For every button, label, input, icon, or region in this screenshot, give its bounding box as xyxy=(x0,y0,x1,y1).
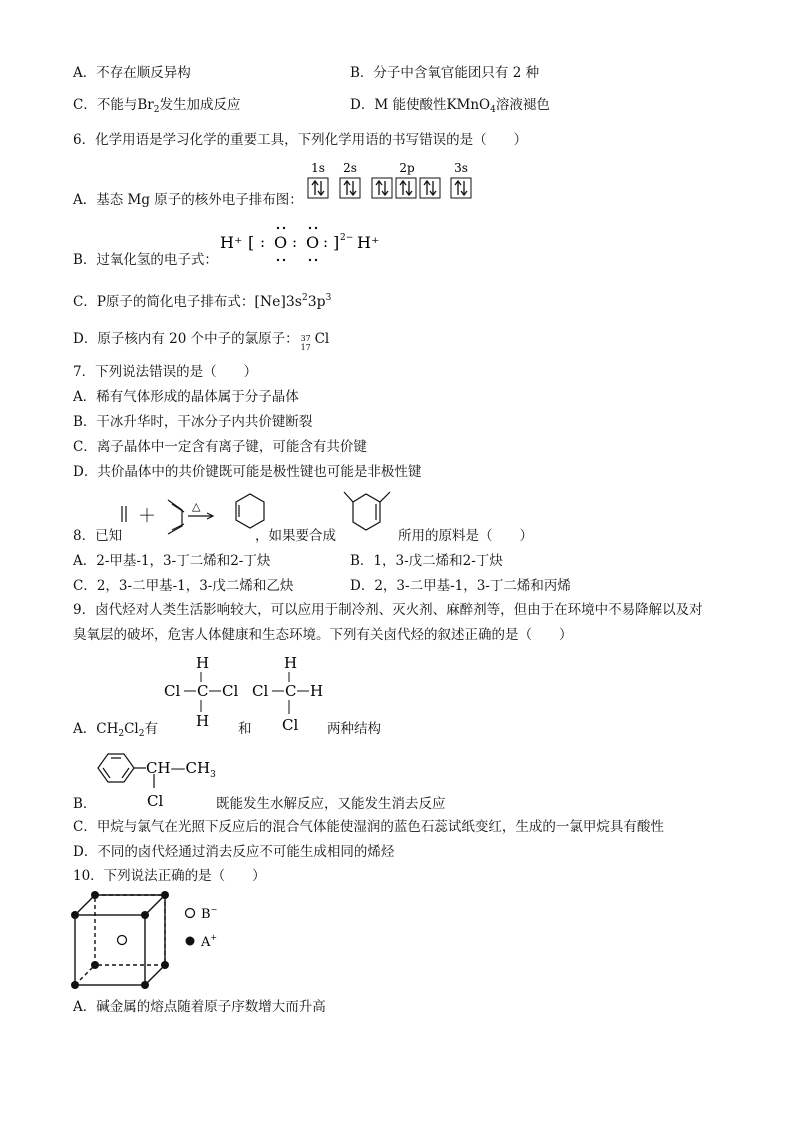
q7-option-b: B．干冰升华时，干冰分子内共价键断裂 xyxy=(73,414,313,430)
q9-option-a-text: A．CH xyxy=(73,721,119,737)
peroxide-electron-formula xyxy=(220,220,400,266)
q5-option-d-text: D．M 能使酸性KMnO xyxy=(350,97,491,113)
q8-option-c: C．2，3-二甲基-1，3-戊二烯和乙炔 xyxy=(73,578,294,594)
p-config-3s: 3s xyxy=(285,294,302,310)
q9-option-b-label: B． xyxy=(73,796,97,812)
q6-option-c-text: C．P原子的简化电子排布式： xyxy=(73,294,255,310)
struct1-h-bottom: H xyxy=(196,712,210,730)
q5-option-d xyxy=(350,96,550,119)
anion-center xyxy=(118,936,127,945)
charge-label: 2− xyxy=(340,233,354,243)
q6-option-d xyxy=(73,330,330,352)
p-config-3s-sup: 2 xyxy=(301,293,308,303)
p-config xyxy=(254,294,331,310)
butadiene-double-2 xyxy=(172,524,184,530)
product-methyl-2 xyxy=(380,492,390,502)
electron-arrows xyxy=(312,181,467,195)
q9-option-a-cl: Cl xyxy=(124,721,139,737)
q9-option-a-end: 两种结构 xyxy=(327,721,381,737)
q8-option-a: A．2-甲基-1，3-丁二烯和2-丁炔 xyxy=(73,553,271,569)
legend-anion-marker xyxy=(186,909,195,918)
orbital-label-2p: 2p xyxy=(399,161,415,175)
struct2-h-top: H xyxy=(284,654,298,672)
q8-stem-b: ，如果要合成 xyxy=(255,528,336,544)
q6-option-d-text: D．原子核内有 20 个中子的氯原子： xyxy=(73,331,299,347)
q7-stem: 7．下列说法错误的是（ ） xyxy=(73,364,258,380)
p-config-3p-sup: 3 xyxy=(325,293,332,303)
q10-option-a: A．碱金属的熔点随着原子序数增大而升高 xyxy=(73,999,326,1015)
plus-sign: ＋ xyxy=(138,506,156,527)
p-config-3p: 3p xyxy=(307,294,326,310)
oxygen-1: O xyxy=(274,233,288,252)
q9-option-a-sub1: 2 xyxy=(118,729,125,739)
q9-stem-line2: 臭氧层的破坏，危害人体健康和生态环境。下列有关卤代烃的叙述正确的是（ ） xyxy=(73,627,573,643)
colon-left: : xyxy=(260,233,266,251)
p-config-core: [Ne] xyxy=(254,294,286,310)
heat-symbol: △ xyxy=(192,500,201,513)
h-plus-left: H⁺ xyxy=(220,233,243,252)
q5-option-d-text2: 溶液褪色 xyxy=(495,97,550,113)
isotope-notation xyxy=(299,331,315,352)
q8-stem-a: 8．已知 xyxy=(73,528,123,544)
q9-option-d: D．不同的卤代烃通过消去反应不可能生成相同的烯烃 xyxy=(73,844,395,860)
isotope-mass: 37 xyxy=(300,333,311,343)
q5-option-c-sub: 2 xyxy=(153,105,160,115)
colon-right: : xyxy=(323,233,329,251)
struct1-cl-left: Cl xyxy=(164,682,181,700)
struct1-cl-right: Cl xyxy=(222,682,239,700)
q6-stem: 6．化学用语是学习化学的重要工具，下列化学用语的书写错误的是（ ） xyxy=(73,132,528,148)
product-methyl-1 xyxy=(344,492,353,502)
isotope-symbol: Cl xyxy=(314,331,330,347)
orbital-label-1s: 1s xyxy=(311,161,325,175)
struct1-c: C xyxy=(197,682,209,700)
crystal-cell-diagram xyxy=(70,890,230,990)
q7-option-c: C．离子晶体中一定含有离子键，可能含有共价键 xyxy=(73,439,367,455)
orbital-label-3s: 3s xyxy=(454,161,468,175)
oxygen-2: O xyxy=(306,233,320,252)
bracket-close: ] xyxy=(333,233,340,252)
q9-option-b-text: 既能发生水解反应，又能发生消去反应 xyxy=(216,796,446,812)
struct1-h-top: H xyxy=(196,654,210,672)
orbital-label-2s: 2s xyxy=(343,161,357,175)
q7-option-d: D．共价晶体中的共价键既可能是极性键也可能是非极性键 xyxy=(73,464,422,480)
orbital-diagram xyxy=(300,158,480,204)
q9-option-a-and: 和 xyxy=(238,721,252,737)
q6-option-b: B．过氧化氢的电子式： xyxy=(73,252,218,268)
orbital-boxes xyxy=(308,178,471,198)
q10-stem: 10．下列说法正确的是（ ） xyxy=(73,868,266,884)
q7-option-a: A．稀有气体形成的晶体属于分子晶体 xyxy=(73,389,299,405)
q9-option-a xyxy=(73,720,158,743)
benzene-inner-bonds xyxy=(103,758,129,778)
ch-group: $CH—CH_3$ xyxy=(146,759,216,780)
q9-stem-line1: 9．卤代烃对人类生活影响较大，可以应用于制冷剂、灭火剂、麻醉剂等，但由于在环境中不易降解以及对 xyxy=(73,602,703,618)
cl-substituent: Cl xyxy=(147,792,164,810)
q9-option-a-you: 有 xyxy=(144,721,158,737)
q5-option-d-sub: 4 xyxy=(490,105,496,115)
struct2-cl-left: Cl xyxy=(252,682,269,700)
q5-option-c xyxy=(73,96,240,119)
legend-cation-label: A+ xyxy=(201,933,218,950)
q5-option-b: B．分子中含氧官能团只有 2 种 xyxy=(350,65,540,81)
struct2-c: C xyxy=(285,682,297,700)
q5-option-c-text: C．不能与Br xyxy=(73,97,154,113)
q8-option-d: D．2，3-二甲基-1，3-丁二烯和丙烯 xyxy=(350,578,571,594)
q8-option-b: B．1，3-戊二烯和2-丁炔 xyxy=(350,553,503,569)
q6-option-a: A．基态 Mg 原子的核外电子排布图： xyxy=(73,192,303,208)
q6-option-c xyxy=(73,289,331,311)
butadiene-double-1 xyxy=(172,504,184,512)
q9-option-a-sub2: 2 xyxy=(138,729,145,739)
q8-stem-c: 所用的原料是（ ） xyxy=(398,528,533,544)
cyclohexene-ring xyxy=(236,494,264,528)
colon-mid: : xyxy=(292,233,298,251)
struct2-h-right: H xyxy=(310,682,324,700)
chloroethylbenzene-structure xyxy=(92,748,232,808)
bracket-open: [ xyxy=(248,233,255,252)
isotope-z: 17 xyxy=(300,342,311,352)
q9-option-c: C．甲烷与氯气在光照下反应后的混合气体能使湿润的蓝色石蕊试纸变红，生成的一氯甲烷具有酸性 xyxy=(73,819,664,835)
struct2-cl-bottom: Cl xyxy=(282,716,299,734)
q5-option-a: A．不存在顺反异构 xyxy=(73,65,191,81)
legend-cation-marker xyxy=(186,937,195,946)
q5-option-c-text2: 发生加成反应 xyxy=(159,97,241,113)
h-plus-right: H⁺ xyxy=(357,233,380,252)
legend-anion-label: B− xyxy=(201,905,218,922)
